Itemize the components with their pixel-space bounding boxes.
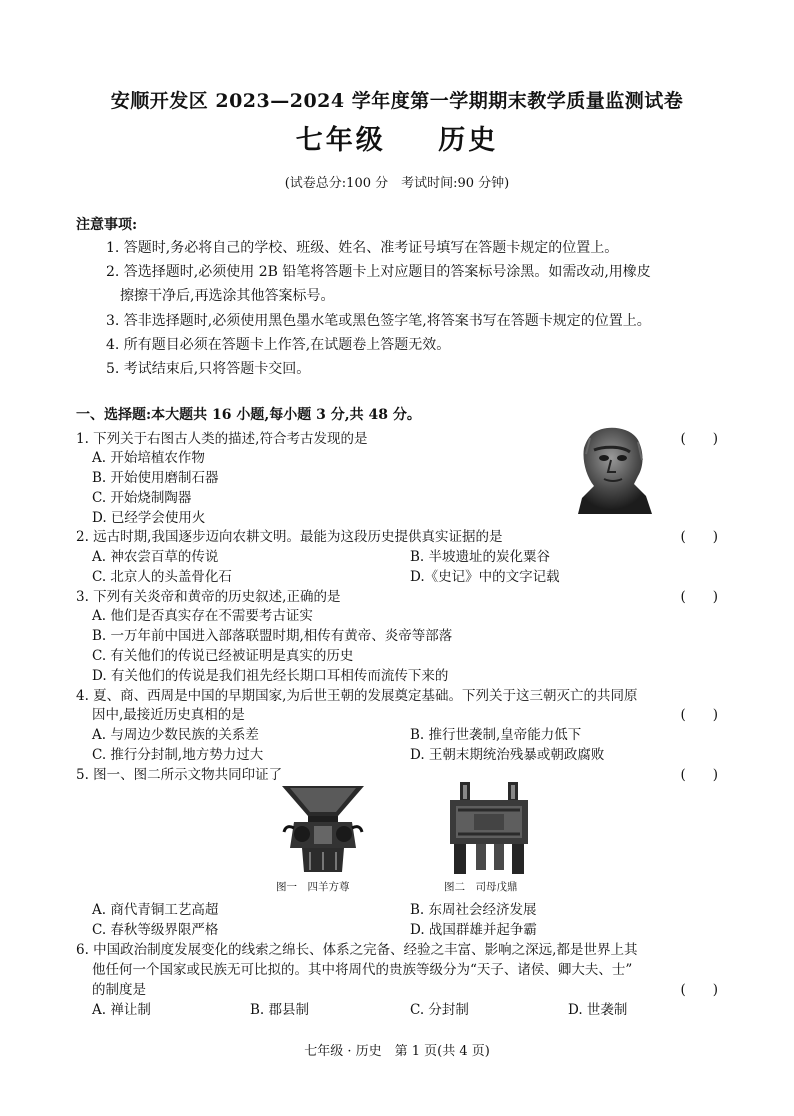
subject-label: 历史	[438, 125, 499, 156]
option-d: D. 世袭制	[568, 1002, 628, 1018]
answer-bracket: ( )	[680, 707, 718, 723]
option-a: A. 与周边少数民族的关系差	[92, 727, 259, 743]
page-footer: 七年级 · 历史 第 1 页(共 4 页)	[304, 1044, 490, 1059]
option-d: D. 王朝末期统治残暴或朝政腐败	[410, 747, 605, 763]
option-c: C. 开始烧制陶器	[92, 490, 192, 506]
option-c: C. 分封制	[410, 1002, 469, 1018]
option-a: A. 开始培植农作物	[92, 450, 205, 466]
question-stem: 2. 远古时期,我国逐步迈向农耕文明。最能为这段历史提供真实证据的是	[76, 529, 503, 545]
exam-subtitle	[0, 118, 794, 157]
notice-heading: 注意事项:	[76, 217, 138, 233]
option-d: D.《史记》中的文字记载	[410, 569, 560, 585]
notice-item: 3. 答非选择题时,必须使用黑色墨水笔或黑色签字笔,将答案书写在答题卡规定的位置上。	[106, 313, 651, 329]
option-a: A. 神农尝百草的传说	[92, 549, 219, 565]
answer-bracket: ( )	[680, 589, 718, 605]
notice-item: 擦擦干净后,再选涂其他答案标号。	[120, 288, 335, 304]
option-d: D. 战国群雄并起争霸	[410, 922, 537, 938]
question-stem: 他任何一个国家或民族无可比拟的。其中将周代的贵族等级分为“天子、诸侯、卿大夫、士”	[92, 962, 633, 978]
four-goat-square-zun-image	[276, 782, 370, 880]
question-stem: 5. 图一、图二所示文物共同印证了	[76, 767, 283, 783]
option-c: C. 春秋等级界限严格	[92, 922, 219, 938]
question-stem: 3. 下列有关炎帝和黄帝的历史叙述,正确的是	[76, 589, 341, 605]
option-d: D. 已经学会使用火	[92, 510, 206, 526]
answer-bracket: ( )	[680, 529, 718, 545]
option-b: B. 开始使用磨制石器	[92, 470, 219, 486]
answer-bracket: ( )	[680, 431, 718, 447]
option-b: B. 一万年前中国进入部落联盟时期,相传有黄帝、炎帝等部落	[92, 628, 453, 644]
notice-item: 1. 答题时,务必将自己的学校、班级、姓名、准考证号填写在答题卡规定的位置上。	[106, 240, 619, 256]
notice-item: 5. 考试结束后,只将答题卡交回。	[106, 361, 311, 377]
notice-item: 2. 答选择题时,必须使用 2B 铅笔将答题卡上对应题目的答案标号涂黑。如需改动,用橡皮	[106, 264, 651, 280]
option-a: A. 商代青铜工艺高超	[92, 902, 219, 918]
option-b: B. 半坡遗址的炭化粟谷	[410, 549, 551, 565]
option-b: B. 东周社会经济发展	[410, 902, 537, 918]
ancient-human-bust-image	[564, 424, 660, 520]
answer-bracket: ( )	[680, 767, 718, 783]
option-b: B. 推行世袭制,皇帝能力低下	[410, 727, 582, 743]
figure-caption: 图一 四羊方尊	[276, 881, 350, 893]
question-stem: 6. 中国政治制度发展变化的线索之绵长、体系之完备、经验之丰富、影响之深远,都是世界上其	[76, 942, 638, 958]
option-a: A. 禅让制	[92, 1002, 151, 1018]
section-heading: 一、选择题:本大题共 16 小题,每小题 3 分,共 48 分。	[76, 407, 421, 423]
simuwu-ding-image	[446, 780, 532, 880]
exam-title: 安顺开发区 2023—2024 学年度第一学期期末教学质量监测试卷	[110, 90, 684, 112]
figure-caption: 图二 司母戊鼎	[444, 881, 518, 893]
option-a: A. 他们是否真实存在不需要考古证实	[92, 608, 313, 624]
question-stem: 的制度是	[92, 982, 146, 998]
answer-bracket: ( )	[680, 982, 718, 998]
option-c: C. 有关他们的传说已经被证明是真实的历史	[92, 648, 354, 664]
notice-item: 4. 所有题目必须在答题卡上作答,在试题卷上答题无效。	[106, 337, 451, 353]
question-stem: 1. 下列关于右图古人类的描述,符合考古发现的是	[76, 431, 368, 447]
question-stem: 4. 夏、商、西周是中国的早期国家,为后世王朝的发展奠定基础。下列关于这三朝灭亡的共同原	[76, 688, 638, 704]
option-c: C. 北京人的头盖骨化石	[92, 569, 232, 585]
question-stem: 因中,最接近历史真相的是	[92, 707, 245, 723]
option-b: B. 郡县制	[250, 1002, 310, 1018]
option-c: C. 推行分封制,地方势力过大	[92, 747, 264, 763]
option-d: D. 有关他们的传说是我们祖先经长期口耳相传而流传下来的	[92, 668, 449, 684]
exam-info: (试卷总分:100 分 考试时间:90 分钟)	[284, 176, 510, 191]
grade-label: 七年级	[295, 125, 386, 156]
